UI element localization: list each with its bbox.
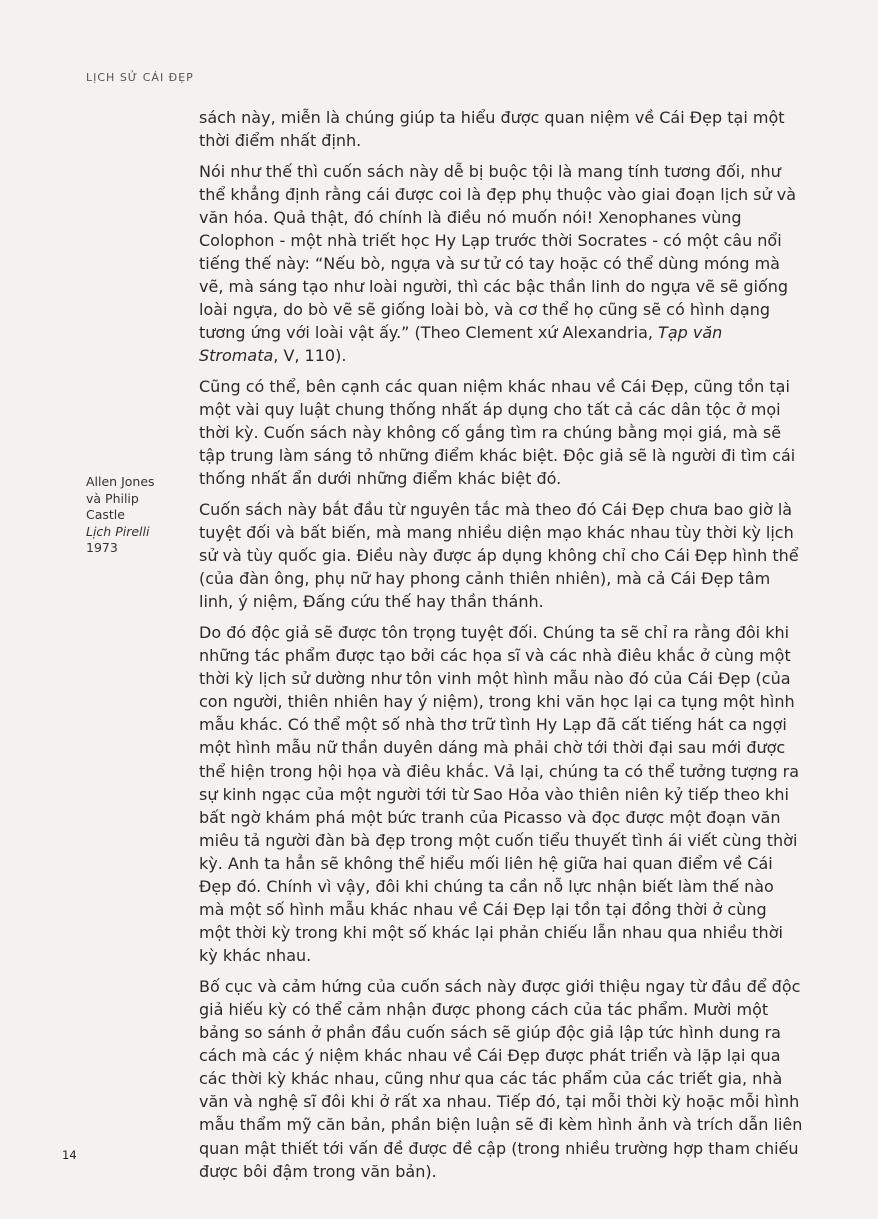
running-title: LỊCH SỬ CÁI ĐẸP <box>86 71 194 84</box>
caption-artist-line1: Allen Jones <box>86 474 155 489</box>
paragraph-4: Cuốn sách này bắt đầu từ nguyên tắc mà theo đó Cái Đẹp chưa bao giờ là tuyệt đối và bất biến, mà mang nhiều diện mạo khác nhau tùy thời kỳ lịch sử và tùy quốc gia. Điều này được áp dụng không chỉ cho Cái Đẹp hình thể (của đàn ông, phụ nữ hay phong cảnh thiên nhiên), mà cả Cái Đẹp tâm linh, ý niệm, Đấng cứu thế hay thần thánh. <box>199 500 799 612</box>
paragraph-2-text-a: Nói như thế thì cuốn sách này dễ bị buộc tội là mang tính tương đối, như thể khẳng định rằng cái được coi là đẹp phụ thuộc vào giai đoạn lịch sử và văn hóa. Quả thật, đó chính là điều nó muốn nói! Xenophanes vùng Colophon - một nhà triết học Hy Lạp trước thời Socrates - có một câu nổi tiếng thế này: “Nếu bò, ngựa và sư tử có tay hoặc có thể dùng móng mà vẽ, mà sáng tạo như loài người, thì các bậc thần linh do ngựa vẽ sẽ giống loài ngựa, do bò vẽ sẽ giống loài bò, và cơ thể họ cũng sẽ có hình dạng tương ứng với loài vật ấy.” (Theo Clement xứ Alexandria, <box>199 161 797 343</box>
caption-artist-line2: và Philip <box>86 490 139 506</box>
caption-year: 1973 <box>86 540 118 555</box>
paragraph-2-text-b: , V, 110). <box>273 346 347 366</box>
paragraph-2-italic-title: Tạp văn Stromata <box>199 323 723 366</box>
paragraph-2 <box>199 160 803 368</box>
paragraph-3: Cũng có thể, bên cạnh các quan niệm khác nhau về Cái Đẹp, cũng tồn tại một vài quy luật chung thống nhất áp dụng cho tất cả các dân tộc ở mọi thời kỳ. Cuốn sách này không cố gắng tìm ra chúng bằng mọi giá, mà sẽ tập trung làm sáng tỏ những điểm khác biệt. Độc giả sẽ là người đi tìm cái thống nhất ẩn dưới những điểm khác biệt đó. <box>199 377 796 489</box>
page-number: 14 <box>62 1148 77 1162</box>
body-text <box>199 106 803 1190</box>
caption-artist-line3: Castle <box>86 507 125 522</box>
image-caption <box>86 474 155 557</box>
paragraph-5: Do đó độc giả sẽ được tôn trọng tuyệt đối. Chúng ta sẽ chỉ ra rằng đôi khi những tác phẩm được tạo bởi các họa sĩ và các nhà điêu khắc ở cùng một thời kỳ lịch sử dường như tôn vinh một hình mẫu nào đó của Cái Đẹp (của con người, thiên nhiên hay ý niệm), trong khi văn học lại ca tụng một hình mẫu khác. Có thể một số nhà thơ trữ tình Hy Lạp đã cất tiếng hát ca ngợi một hình mẫu nữ thần duyên dáng mà phải chờ tới thời đại sau mới được thể hiện trong hội họa và điêu khắc. Vả lại, chúng ta có thể tưởng tượng ra sự kinh ngạc của một người tới từ Sao Hỏa vào thiên niên kỷ tiếp theo khi bất ngờ khám phá một bức tranh của Picasso và đọc được một đoạn văn miêu tả người đàn bà đẹp trong một cuốn tiểu thuyết tình ái viết cùng thời kỳ. Anh ta hẳn sẽ không thể hiểu mối liên hệ giữa hai quan điểm về Cái Đẹp đó. Chính vì vậy, đôi khi chúng ta cần nỗ lực nhận biết làm thế nào mà một số hình mẫu khác nhau về Cái Đẹp lại tồn tại đồng thời ở cùng một thời kỳ trong khi một số khác lại phản chiếu lẫn nhau qua nhiều thời kỳ khác nhau. <box>199 622 800 966</box>
caption-work-title: Lịch Pirelli <box>86 523 150 539</box>
paragraph-1: sách này, miễn là chúng giúp ta hiểu được quan niệm về Cái Đẹp tại một thời điểm nhất định. <box>199 108 785 151</box>
paragraph-6: Bố cục và cảm hứng của cuốn sách này được giới thiệu ngay từ đầu để độc giả hiếu kỳ có thể cảm nhận được phong cách của tác phẩm. Mười một bảng so sánh ở phần đầu cuốn sách sẽ giúp độc giả lập tức hình dung ra cách mà các ý niệm khác nhau về Cái Đẹp được phát triển và lặp lại qua các thời kỳ khác nhau, cũng như qua các tác phẩm của các triết gia, nhà văn và nghệ sĩ đôi khi ở rất xa nhau. Tiếp đó, tại mỗi thời kỳ hoặc mỗi hình mẫu thẩm mỹ căn bản, phần biện luận sẽ đi kèm hình ảnh và trích dẫn liên quan mật thiết tới vấn đề được đề cập (trong nhiều trường hợp tham chiếu được bôi đậm trong văn bản). <box>199 976 803 1181</box>
